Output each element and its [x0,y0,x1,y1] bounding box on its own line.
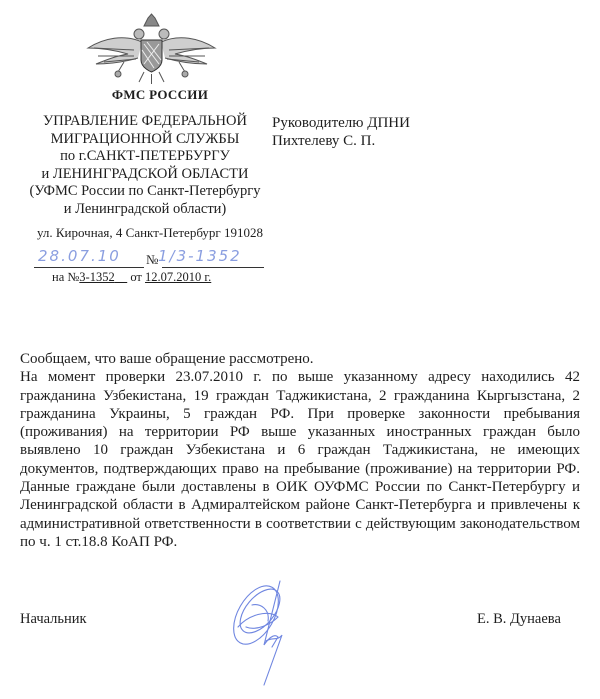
number-underline [162,267,264,268]
reply-reference [52,270,211,285]
addressee-name: Пихтелеву С. П. [272,133,376,149]
body-intro: Сообщаем, что ваше обращение рассмотрено. [20,351,314,367]
reply-date: 12.07.2010 г. [145,270,212,284]
signature-icon [208,575,318,690]
agency-line: (УФМС России по Санкт-Петербургу [29,183,261,199]
signer-position: Начальник [20,611,87,627]
outgoing-reference [34,247,264,269]
reply-from-label: от [130,270,142,284]
agency-short-name: ФМС РОССИИ [111,87,209,102]
reply-prefix: на № [52,270,80,284]
agency-full-name [20,113,270,218]
agency-line: и ЛЕНИНГРАДСКОЙ ОБЛАСТИ [41,165,249,182]
number-sign: № [146,252,159,267]
letter-body [20,350,580,551]
body-paragraph: На момент проверки 23.07.2010 г. по выше указанному адресу находились 42 гражданина Узбекистана, 19 граждан Таджикистана, 2 гражданина Кыргызстана, 2 гражданина Украины, 5 граждан РФ. При проверке законности пребывания (проживания) на территории РФ выше указанных иностранных граждан было выявлено 10 граждан Узбекистана и 6 граждан Таджикистана, не имеющих документов, подтверждающих право на пребывание (проживание) на территории РФ. Данные граждане были доставлены в ОИК ОУФМС России по Санкт-Петербургу и Ленинградской области в Адмиралтейском районе Санкт-Петербурга и привлечены к административной ответственности в соответствии с действующим законодательством по ч. 1 ст.18.8 КоАП РФ. [20,369,580,550]
reply-number: 3-1352 [79,270,115,284]
handwritten-outgoing-number: 1/3-1352 [158,247,242,265]
agency-line: УПРАВЛЕНИЕ ФЕДЕРАЛЬНОЙ [43,113,247,129]
agency-line: по г.САНКТ-ПЕТЕРБУРГУ [60,148,230,164]
emblem-icon [84,12,219,87]
agency-line: МИГРАЦИОННОЙ СЛУЖБЫ [50,130,240,147]
handwritten-outgoing-date: 28.07.10 [38,247,121,265]
date-underline [34,267,144,268]
agency-address: ул. Кирочная, 4 Санкт-Петербург 191028 [36,225,264,240]
addressee-title: Руководителю ДПНИ [272,115,410,131]
signer-name: Е. В. Дунаева [477,611,561,627]
addressee [272,114,410,150]
agency-line: и Ленинградской области) [63,200,227,217]
